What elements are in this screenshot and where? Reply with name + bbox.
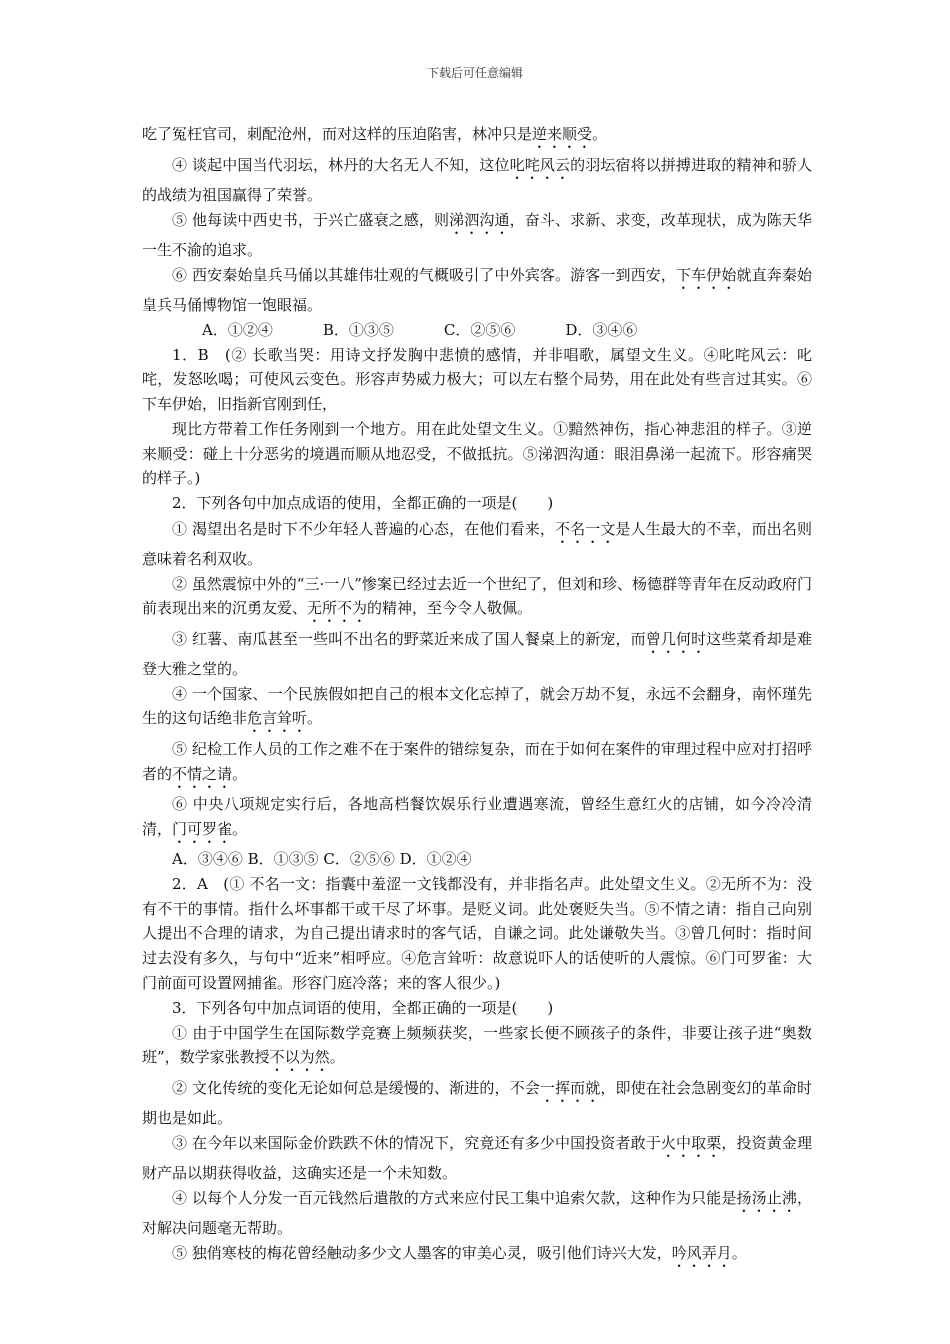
page-header: 下载后可任意编辑 [426, 66, 523, 80]
text-run: 。 [329, 1048, 345, 1067]
paragraph-p4 [142, 263, 812, 318]
dotted-phrase: 危言耸听 [247, 709, 308, 728]
text-run: 的羽坛宿将以拼搏进取的精神和骄人的战绩为祖国赢得了荣誉。 [142, 155, 812, 204]
dotted-phrase: 扬汤止沸 [736, 1189, 797, 1208]
text-run: 。 [592, 125, 608, 143]
text-run: ，即使在社会急剧变幻的革命时期也是如此。 [142, 1078, 812, 1127]
text-run: 是人生最大的不幸，而出名则意味着名利双收。 [142, 519, 812, 568]
text-run: 的精神，至今令人敬佩。 [367, 599, 533, 618]
text-run: ③ 红薯、南瓜甚至一些叫不出名的野菜近来成了国人餐桌上的新宠，而 [172, 629, 646, 648]
text-run: ⑥ 西安秦始皇兵马俑以其雄伟壮观的气概吸引了中外宾客。游客一到西安， [172, 265, 676, 284]
text-run: 1．B (② 长歌当哭：用诗文抒发胸中悲愤的感情，并非唱歌，属望文生义。④叱咤风云：叱咤，发怒吆喝；可使风云变色。形容声势威力极大；可以左右整个局势，用在此处有些言过其实。⑥下车伊始，旧指新官刚到任， [142, 345, 812, 414]
dotted-phrase: 不情之请 [172, 764, 233, 783]
text-run: ，奋斗、求新、求变，改革现状，成为陈天华一生不渝的追求。 [142, 210, 812, 259]
text-run: 这些菜肴却是难登大雅之堂的。 [142, 629, 812, 678]
dotted-phrase: 无所不为 [307, 599, 368, 618]
paragraph-p3 [142, 208, 812, 263]
text-run: ④ 谈起中国当代羽坛，林丹的大名无人不知，这位 [172, 155, 510, 174]
paragraph-p15 [142, 847, 812, 872]
text-run: 。 [232, 819, 248, 838]
paragraph-p12 [142, 682, 812, 737]
text-run: ② 虽然震惊中外的“三·一八”惨案已经过去近一个世纪了，但刘和珍、杨德群等青年在反动政府门前表现出来的沉勇友爱、 [142, 574, 812, 618]
dotted-phrase: 一挥而就 [539, 1078, 601, 1097]
dotted-phrase: 曾几何时 [645, 629, 707, 648]
paragraph-p11 [142, 627, 812, 682]
paragraph-p1 [142, 122, 812, 152]
text-run: ⑤ 独俏寒枝的梅花曾经触动多少文人墨客的审美心灵，吸引他们诗兴大发， [172, 1244, 672, 1263]
paragraph-p17 [142, 996, 812, 1021]
option: B．①③⑤ [322, 320, 394, 339]
option: A．①②④ [202, 320, 273, 339]
option: C．②⑤⑥ [443, 320, 516, 339]
paragraph-p2 [142, 153, 812, 208]
paragraph-p21 [142, 1186, 812, 1241]
text-run: ，对解决问题毫无帮助。 [142, 1189, 812, 1238]
dotted-phrase: 不名一文 [554, 519, 616, 538]
paragraph-p5 [142, 318, 812, 343]
dotted-phrase: 下车伊始 [675, 265, 737, 284]
text-run: ⑥ 中央八项规定实行后，各地高档餐饮娱乐行业遭遇寒流，曾经生意红火的店铺，如今冷冷清清， [142, 795, 812, 838]
dotted-phrase: 不以为然 [269, 1048, 330, 1067]
text-run: ② 文化传统的变化无论如何总是缓慢的、渐进的，不会 [172, 1078, 540, 1097]
paragraph-p13 [142, 737, 812, 792]
paragraph-p14 [142, 792, 812, 847]
text-run: ④ 一个国家、一个民族假如把自己的根本文化忘掉了，就会万劫不复，永远不会翻身，南怀瑾先生的这句话绝非 [142, 684, 812, 728]
text-run: 现比方带着工作任务刚到一个地方。用在此处望文生义。①黯然神伤，指心神悲沮的样子。③逆来顺受：碰上十分恶劣的境遇而顺从地忍受，不做抵抗。⑤涕泗沟通：眼泪鼻涕一起流下。形容痛哭的样子。) [142, 420, 812, 488]
text-run: 吃了冤枉官司，刺配沧州，而对这样的压迫陷害，林冲只是 [142, 125, 533, 143]
dotted-phrase: 涕泗沟通 [449, 210, 510, 229]
paragraph-p16 [142, 872, 812, 995]
paragraph-p19 [142, 1076, 812, 1131]
text-run: ③ 在今年以来国际金价跌跌不休的情况下，究竟还有多少中国投资者敢于 [172, 1133, 661, 1152]
text-run: ⑤ 他每读中西史书，于兴亡盛衰之感，则 [172, 210, 450, 229]
paragraph-p7 [142, 417, 812, 491]
paragraph-p18 [142, 1021, 812, 1076]
document-body [142, 122, 812, 1272]
dotted-phrase: 吟风弄月 [671, 1244, 732, 1263]
text-run: ① 渴望出名是时下不少年轻人普遍的心态，在他们看来， [172, 519, 555, 538]
text-run: 。 [232, 764, 248, 783]
paragraph-p10 [142, 572, 812, 627]
text-run: ① 由于中国学生在国际数学竞赛上频频获奖，一些家长便不顾孩子的条件，非要让孩子进“奥数班”，数学家张教授 [142, 1023, 812, 1067]
text-run: 。 [731, 1244, 747, 1263]
text-run: 。 [307, 709, 323, 728]
text-run: A．③④⑥ B．①③⑤ C．②⑤⑥ D．①②④ [172, 850, 472, 869]
text-run: 2．A (① 不名一文：指囊中羞涩一文钱都没有，并非指名声。此处望文生义。②无所不为：没有不干的事情。指什么坏事都干或干尽了坏事。是贬义词。此处褒贬失当。⑤不情之请：指自己向别人提出不合理的请求，为自己提出请求时的客气话，自谦之词。此处谦敬失当。③曾几何时：指时间过去没有多久，与句中“近来”相呼应。④危言耸听：故意说吓人的话使听的人震惊。⑥门可罗雀：大门前面可设置网捕雀。形容门庭冷落；来的客人很少。) [142, 875, 812, 992]
dotted-phrase: 叱咤风云 [509, 155, 571, 174]
paragraph-p8 [142, 491, 812, 516]
dotted-phrase: 逆来顺受 [532, 125, 593, 143]
paragraph-p20 [142, 1131, 812, 1186]
text-run: 2．下列各句中加点成语的使用，全都正确的一项是( ) [172, 494, 554, 513]
paragraph-p22 [142, 1241, 812, 1271]
dotted-phrase: 门可罗雀 [172, 819, 233, 838]
text-run: 3．下列各句中加点词语的使用，全都正确的一项是( ) [172, 998, 554, 1017]
paragraph-p6 [142, 343, 812, 417]
dotted-phrase: 火中取栗 [660, 1133, 722, 1152]
paragraph-p9 [142, 517, 812, 572]
text-run: ，投资黄金理财产品以期获得收益，这确实还是一个未知数。 [142, 1133, 812, 1182]
option: D．③④⑥ [565, 320, 638, 339]
text-run: ④ 以每个人分发一百元钱然后遣散的方式来应付民工集中追索欠款，这种作为只能是 [172, 1189, 737, 1208]
text-run: ⑤ 纪检工作人员的工作之难不在于案件的错综复杂，而在于如何在案件的审理过程中应对打招呼者的 [142, 739, 812, 783]
text-run: 就直奔秦始皇兵马俑博物馆一饱眼福。 [142, 265, 812, 314]
